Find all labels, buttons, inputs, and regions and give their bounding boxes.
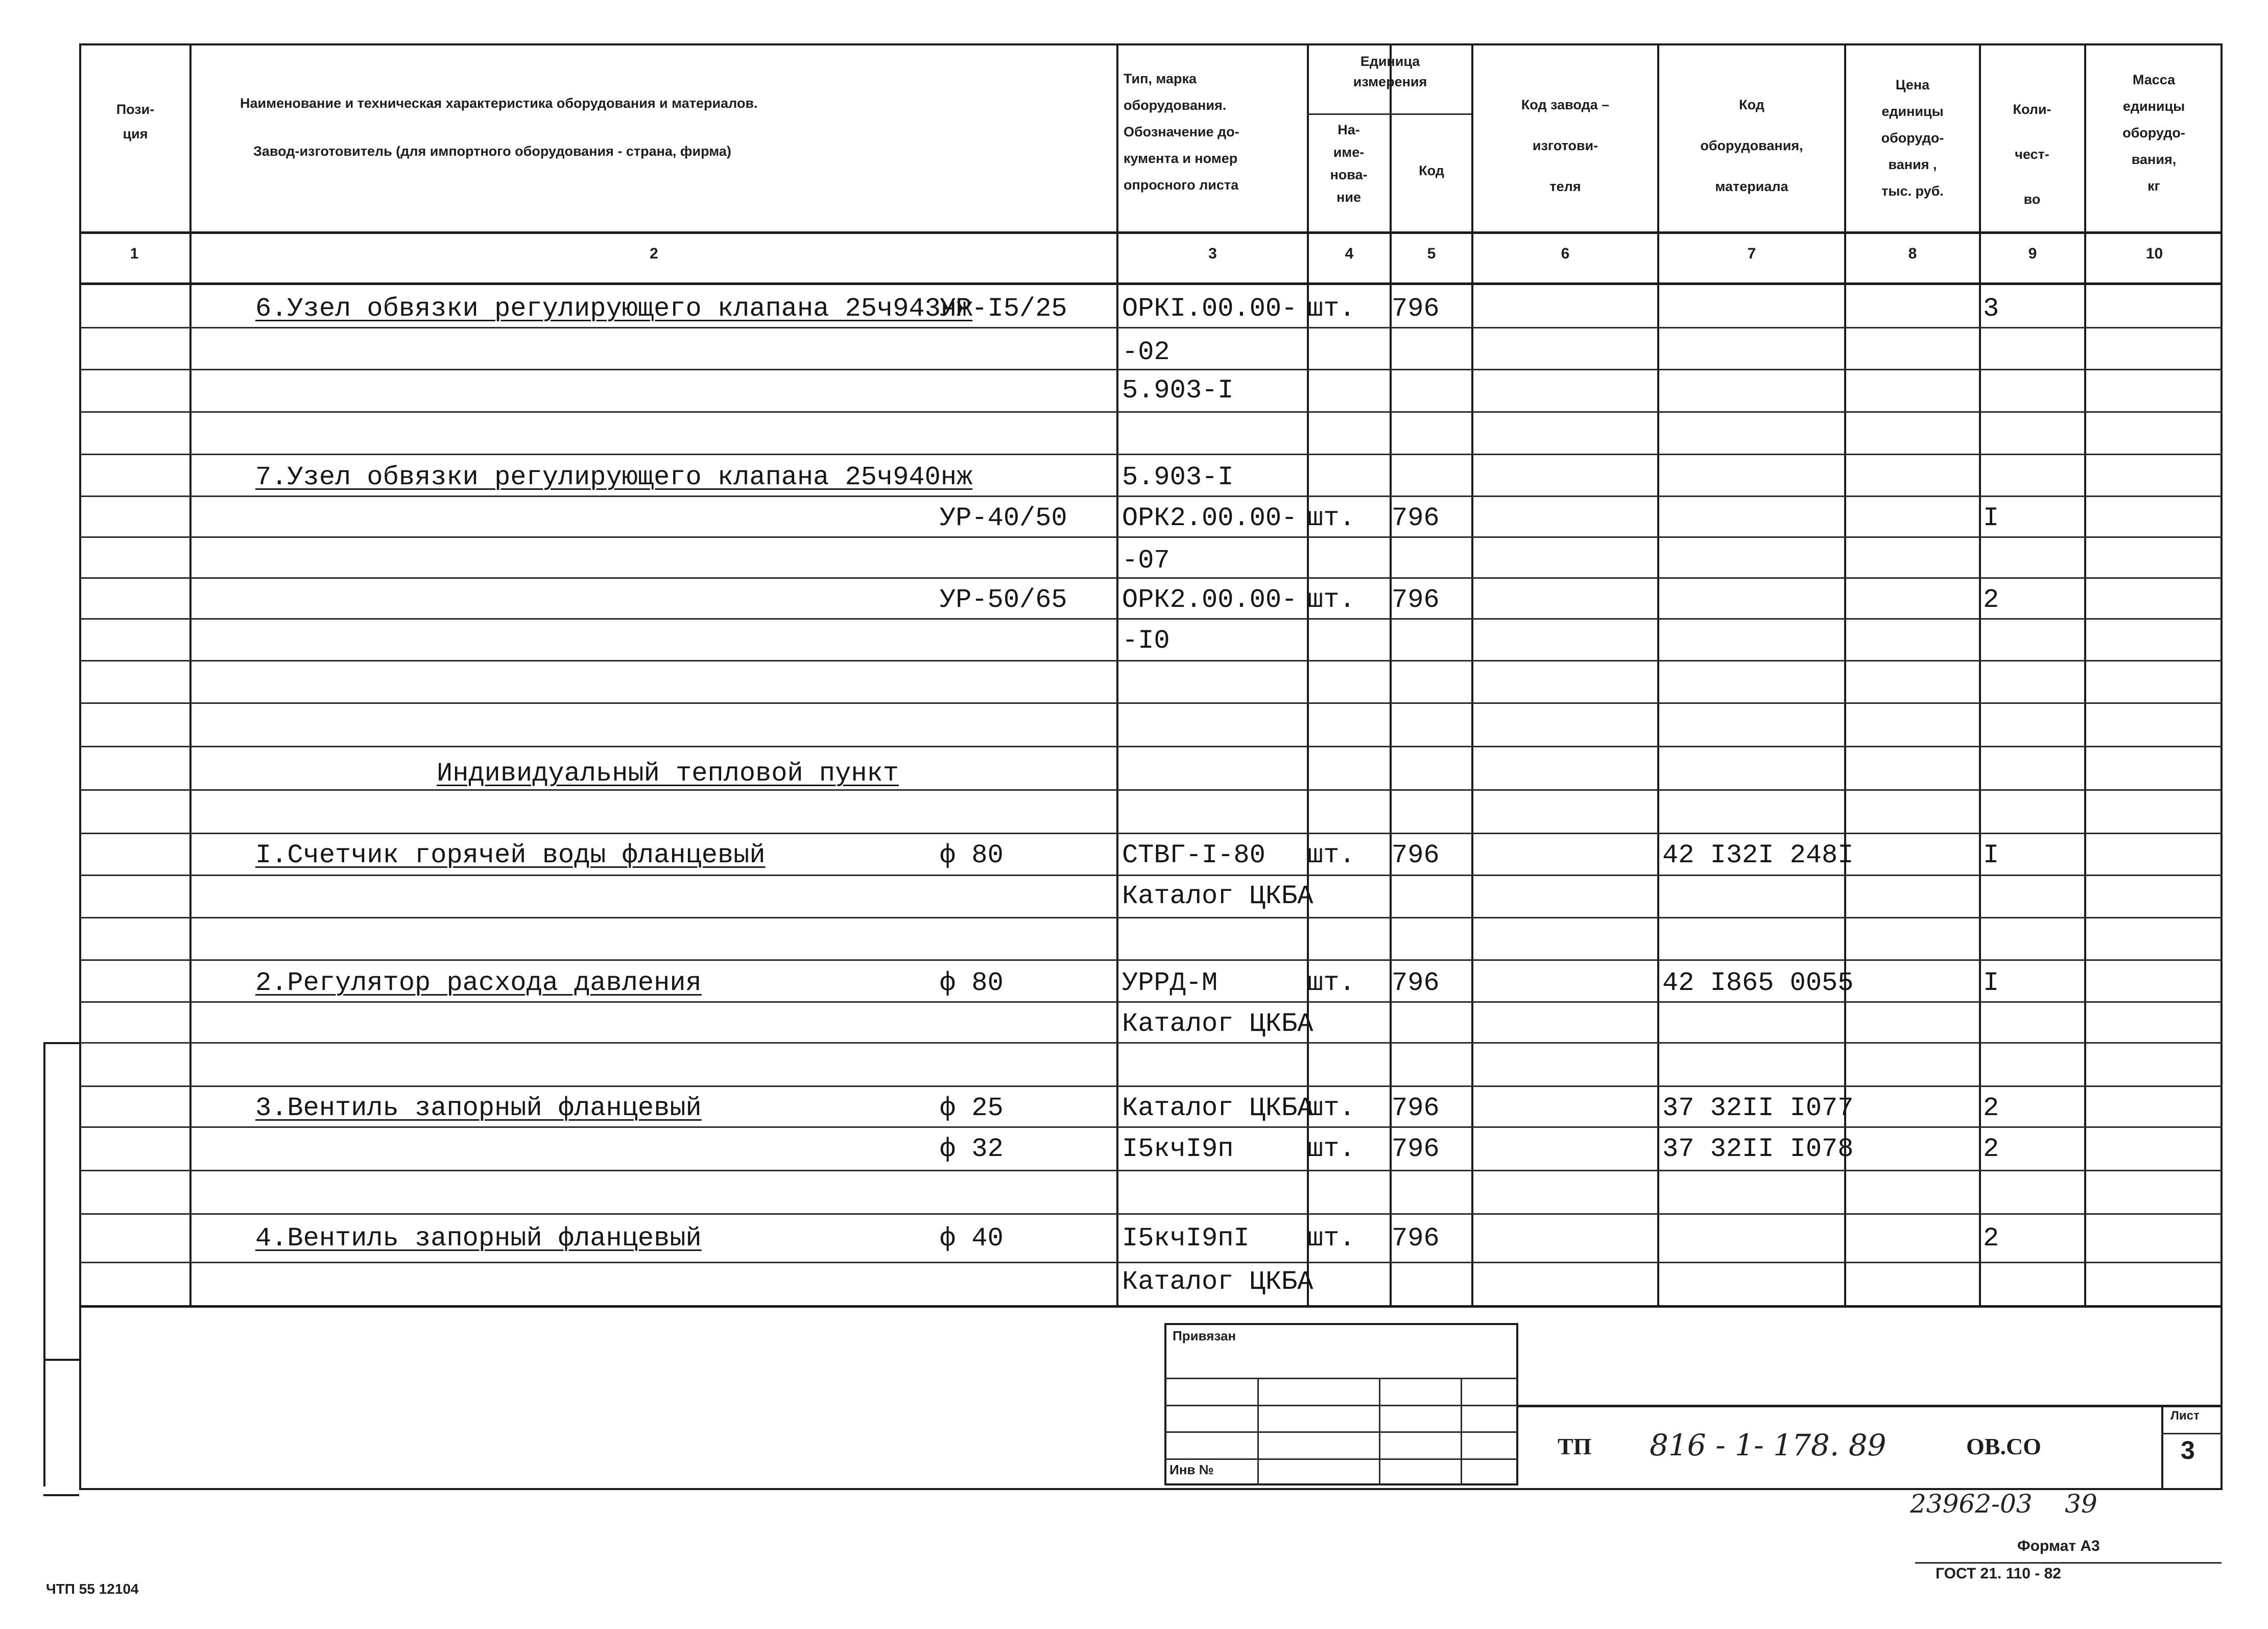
row-equipment-code: 42 I32I 248I <box>1662 840 1854 870</box>
row-line <box>79 660 2223 662</box>
row-item-document: I5кчI9пI <box>1122 1223 1250 1254</box>
row-item-document: 5.903-I <box>1122 375 1234 406</box>
row-line <box>79 917 2223 918</box>
row-item-mark: УР-I5/25 <box>940 294 1067 324</box>
document-number: 816 - 1- 178. 89 <box>1650 1428 1887 1462</box>
row-item-document: Каталог ЦКБА <box>1122 881 1314 911</box>
header-position: Пози- ция <box>116 102 155 141</box>
row-item-name: 6.Узел обвязки регулирующего клапана 25ч943нж <box>255 294 973 324</box>
stamp-top-line <box>1518 1405 2223 1407</box>
row-line <box>79 1001 2223 1003</box>
approval-vline-1 <box>1257 1378 1259 1485</box>
colnum-1: 1 <box>130 245 139 262</box>
format-line <box>1915 1562 2222 1564</box>
row-item-mark: ф 80 <box>940 968 1004 998</box>
row-item-name: 7.Узел обвязки регулирующего клапана 25ч940нж <box>255 462 973 492</box>
row-item-document: Каталог ЦКБА <box>1122 1267 1314 1297</box>
sheet-number: 3 <box>2181 1436 2195 1465</box>
row-line <box>79 454 2223 455</box>
row-item-document: -07 <box>1122 546 1170 576</box>
row-item-mark: ф 40 <box>940 1223 1004 1254</box>
row-line <box>79 1042 2223 1044</box>
gost-label: ГОСТ 21. 110 - 82 <box>1936 1565 2061 1582</box>
row-line <box>79 1213 2223 1215</box>
approval-line-3 <box>1164 1431 1518 1433</box>
header-name-line1: Наименование и техническая характеристика оборудования и материалов. <box>240 96 758 111</box>
row-item-document: -I0 <box>1122 626 1170 656</box>
row-item-name: 4.Вентиль запорный фланцевый <box>255 1223 702 1254</box>
row-line <box>79 833 2223 834</box>
col-line-9 <box>2084 43 2086 1305</box>
row-item-document: СТВГ-I-80 <box>1122 840 1266 870</box>
row-quantity: 3 <box>1983 294 1999 324</box>
colnum-2: 2 <box>650 245 658 262</box>
margin-mark-bottom <box>43 1494 79 1496</box>
row-item-mark: УР-50/65 <box>940 585 1067 615</box>
row-unit-code: 796 <box>1392 1093 1440 1123</box>
row-line <box>79 1085 2223 1087</box>
row-unit-name: шт. <box>1307 968 1355 998</box>
row-line <box>79 875 2223 876</box>
header-quantity: Коли- чест- во <box>2013 102 2051 207</box>
row-line <box>79 327 2223 328</box>
body-bottom-line <box>79 1305 2223 1308</box>
row-quantity: 2 <box>1983 1134 1999 1164</box>
header-price: Цена единицы оборудо- вания , тыс. руб. <box>1881 77 1944 199</box>
row-quantity: 2 <box>1983 1223 1999 1254</box>
row-item-mark: ф 32 <box>940 1134 1004 1164</box>
row-line <box>79 411 2223 413</box>
row-unit-name: шт. <box>1307 503 1355 533</box>
row-item-mark: УР-40/50 <box>940 503 1067 533</box>
row-line <box>79 369 2223 370</box>
row-item-document: ОРКI.00.00- <box>1122 294 1298 324</box>
row-quantity: 2 <box>1983 1093 1999 1123</box>
margin-mark-mid <box>43 1359 79 1361</box>
row-unit-code: 796 <box>1392 840 1440 870</box>
row-quantity: 2 <box>1983 585 1999 615</box>
col-line-5 <box>1471 43 1473 1305</box>
header-equipment-code: Код оборудования, материала <box>1700 97 1803 194</box>
colnum-8: 8 <box>1908 245 1917 262</box>
row-unit-code: 796 <box>1392 1134 1440 1164</box>
row-line <box>79 959 2223 961</box>
format-label: Формат А3 <box>2017 1538 2100 1554</box>
row-item-document: УРРД-М <box>1122 968 1218 998</box>
row-item-document: Каталог ЦКБА <box>1122 1009 1314 1039</box>
header-unit-name: На- име- нова- ние <box>1330 122 1368 205</box>
row-line <box>79 536 2223 538</box>
row-item-mark: ф 25 <box>940 1093 1004 1123</box>
document-section: ОВ.СО <box>1966 1433 2041 1459</box>
colnum-10: 10 <box>2145 245 2163 262</box>
row-unit-name: шт. <box>1307 294 1355 324</box>
row-item-name: 2.Регулятор расхода давления <box>255 968 702 998</box>
row-item-document: I5кчI9п <box>1122 1134 1234 1164</box>
row-line <box>79 746 2223 747</box>
row-line <box>79 577 2223 579</box>
row-unit-name: шт. <box>1307 585 1355 615</box>
approval-label: Привязан <box>1173 1328 1236 1343</box>
header-plant-code: Код завода – изготови- теля <box>1521 97 1610 194</box>
colnum-6: 6 <box>1561 245 1570 262</box>
approval-vline-3 <box>1461 1378 1462 1485</box>
row-unit-code: 796 <box>1392 585 1440 615</box>
approval-line-1 <box>1164 1378 1518 1379</box>
tp-label: ТП <box>1558 1433 1592 1459</box>
header-mass: Масса единицы оборудо- вания, кг <box>2122 72 2185 194</box>
row-item-mark: ф 80 <box>940 840 1004 870</box>
row-unit-name: шт. <box>1307 1093 1355 1123</box>
unit-group-divider <box>1307 113 1471 115</box>
colnum-5: 5 <box>1427 245 1436 262</box>
row-unit-name: шт. <box>1307 1223 1355 1254</box>
colnum-9: 9 <box>2028 245 2037 262</box>
row-item-document: ОРК2.00.00- <box>1122 503 1298 533</box>
col-line-6 <box>1657 43 1659 1305</box>
row-line <box>79 495 2223 497</box>
colnum-divider <box>79 282 2223 285</box>
row-item-document: ОРК2.00.00- <box>1122 585 1298 615</box>
row-line <box>79 1170 2223 1171</box>
footer-code: ЧТП 55 12104 <box>46 1581 139 1597</box>
row-line <box>79 618 2223 620</box>
row-unit-code: 796 <box>1392 968 1440 998</box>
header-name-line2: Завод-изготовитель (для импортного оборудования - страна, фирма) <box>253 144 731 159</box>
row-item-document: -02 <box>1122 337 1170 367</box>
approval-vline-2 <box>1379 1378 1380 1485</box>
row-unit-code: 796 <box>1392 294 1440 324</box>
margin-mark-top <box>43 1042 79 1044</box>
row-item-name: I.Счетчик горячей воды фланцевый <box>255 840 766 870</box>
header-unit-code: Код <box>1419 163 1444 178</box>
col-line-8 <box>1979 43 1981 1305</box>
row-line <box>79 1262 2223 1263</box>
row-equipment-code: 37 32II I078 <box>1662 1134 1854 1164</box>
row-unit-code: 796 <box>1392 1223 1440 1254</box>
colnum-7: 7 <box>1747 245 1756 262</box>
colnum-4: 4 <box>1345 245 1354 262</box>
handwritten-registration: 23962-03 39 <box>1910 1489 2097 1519</box>
col-line-1 <box>189 43 192 1305</box>
row-equipment-code: 42 I865 0055 <box>1662 968 1854 998</box>
row-unit-name: шт. <box>1307 1134 1355 1164</box>
row-quantity: I <box>1983 968 1999 998</box>
row-item-document: Каталог ЦКБА <box>1122 1093 1314 1123</box>
row-unit-code: 796 <box>1392 503 1440 533</box>
header-type: Тип, марка оборудования. Обозначение до- кумента и номер опросного листа <box>1124 71 1239 193</box>
row-line <box>79 1126 2223 1128</box>
colnum-3: 3 <box>1208 245 1217 262</box>
sheet-label: Лист <box>2170 1409 2200 1423</box>
row-unit-name: шт. <box>1307 840 1355 870</box>
approval-line-4 <box>1164 1458 1518 1460</box>
approval-box <box>1164 1323 1518 1485</box>
row-quantity: I <box>1983 503 1999 533</box>
margin-mark-vertical <box>43 1042 45 1486</box>
row-item-document: 5.903-I <box>1122 462 1234 492</box>
row-line <box>79 702 2223 704</box>
row-equipment-code: 37 32II I077 <box>1662 1093 1854 1123</box>
row-line <box>79 789 2223 791</box>
col-line-2 <box>1116 43 1118 1305</box>
row-item-name: 3.Вентиль запорный фланцевый <box>255 1093 702 1123</box>
header-unit-group: Единица измерения <box>1353 54 1427 89</box>
approval-line-2 <box>1164 1405 1518 1406</box>
sheet-divider <box>2161 1433 2223 1434</box>
inventory-label: Инв № <box>1169 1462 1214 1477</box>
section-heading: Индивидуальный тепловой пункт <box>437 759 899 789</box>
row-quantity: I <box>1983 840 1999 870</box>
header-divider <box>79 231 2223 234</box>
